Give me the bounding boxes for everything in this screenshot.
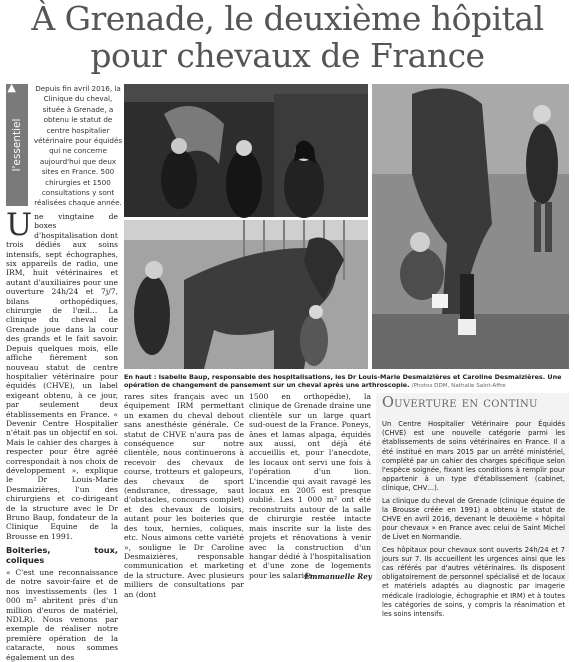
article-col3-text: 1500 en orthopédie), la clinique de Grenade draine une clientèle sur un large quart sud-ouest de la France. Poneys, ânes et lamas alpaga, équidés aux aussi, ont déjà été accueillis et, pour l'anecdote, les locaux ont servi une fois à l'opération d'un lion. L'incendie qui avait ravagé les locaux en 2005 est presque oublié. Les 1 000 m² ont été reconstruits autour de la salle de chirurgie restée intacte mais inscrite sur la liste des projets et rénovations à venir avec la construction d'un hangar dédié à l'hospitalisation et d'une zone de logements pour les salariés.	[249, 392, 371, 580]
photo-horse-in-stall	[124, 220, 368, 369]
sidebar-box-p1: Un Centre Hospitalier Vétérinaire pour Équidés (CHVE) est une nouvelle catégorie parmi les établissements de soins vétérinaires en France. Il a été institué en mars 2015 par un arrêté ministériel, complété par un cahier des charges spécifique selon l'espèce soignée, fixant les conditions à remplir pour appartenir à un type d'établissement (cabinet, clinique, CHV…).	[382, 420, 565, 493]
headline-line-2: pour chevaux de France	[90, 36, 485, 75]
sidebar-box	[376, 393, 569, 619]
article-subhead: Boiteries, toux, coliques	[6, 545, 118, 565]
caption-credit: /Photos DDM, Nathalie Saint-Affre	[411, 383, 506, 390]
sidebar-box-title: Ouverture en continu	[382, 395, 538, 411]
article-signature: Emmanuelle Rey	[304, 572, 372, 581]
article-col2-text: rares sites français avec un équipement IRM permettant un examen du cheval debout sans anesthésie générale. Ce statut de CHVE n'aura pas de conséquence sur notre clientèle, nous continuerons à recevoir des chevaux de course, trotteurs et galopeurs, des chevaux de sport (endurance, dressage, saut d'obstacles, concours complet) et des chevaux de loisirs, autant pour les boiteries que des toux, hernies, coliques, etc. Nous aimons cette variété », souligne le Dr Caroline Desmaizières, responsable communication et marketing de la structure. Avec plusieurs milliers de consultations par an (dont	[124, 392, 244, 599]
photo-staff-with-horse	[124, 84, 368, 217]
headline-line-1: À Grenade, le deuxième hôpital	[31, 0, 544, 38]
sidebar-box-body	[382, 420, 565, 619]
sidebar-box-p3: Ces hôpitaux pour chevaux sont ouverts 24h/24 et 7 jours sur 7. Ils accueillent les urgences ainsi que les cas référés par d'autres vétérinaires. Ils disposent obligatoirement de personnel spécialisé et de locaux et matériels adaptés au diagnostic par imagerie médicale (radiologie, échographie et IRM) et à toutes les catégories de soins, y compris la réanimation et les soins intensifs.	[382, 545, 565, 619]
bullet-icon: ▶	[4, 83, 18, 93]
article-col1-text: ne vingtaine de boxes d'hospitalisation dont trois dédiés aux soins intensifs, sept échographes, six appareils de radio, une IRM, huit vétérinaires et autant d'auxiliaires pour une ouverture 24h/24 et 7j/7, bilans orthopédiques, chirurgie de l'œil… La clinique du cheval de Grenade joue dans la cour des grands et le fait savoir. Depuis quelques mois, elle affiche fièrement son nouveau statut de centre hospitalier vétérinaire pour équidés (CHVE), un label exigeant obtenu, à ce jour, par seulement deux établissements en France. « Devenir Centre Hospitalier n'était pas un objectif en soi. Mais le cahier des charges à respecter pour être agréé correspondait à nos choix de développement », explique le Dr Louis-Marie Desmaizières, l'un des chirurgiens et co-dirigeant de la structure avec le Dr Bruno Baup, fondateur de la Clinique Equine de la Brousse en 1991.	[6, 212, 118, 541]
photo-bandage-change	[372, 84, 569, 369]
article-column-1	[6, 207, 118, 662]
essentiel-tab	[6, 84, 28, 206]
sidebar-box-p2: La clinique du cheval de Grenade (clinique équine de la Brousse créée en 1991) a obtenu le statut de CHVE en avril 2016, devenant le deuxième « hôpital pour chevaux » en France avec celui de Saint Michel de Livet en Normandie.	[382, 496, 565, 542]
caption-text: En haut : Isabelle Baup, responsable des hospitalisations, les Dr Louis-Marie Desmaizières et Caroline Desmaizières. Une opération de changement de pansement sur un cheval après une arthroscopie.	[124, 373, 562, 390]
essentiel-summary: Depuis fin avril 2016, la Clinique du cheval, située à Grenade, a obtenu le statut de centre hospitalier vétérinaire pour équidés qui ne concerne aujourd'hui que deux sites en France. 500 chirurgies et 1500 consultations y sont réalisées chaque année.	[33, 84, 123, 208]
photo-caption	[124, 373, 569, 390]
headline	[0, 0, 575, 80]
drop-cap: U	[6, 207, 33, 243]
article-col1-text-2: « C'est une reconnaissance de notre savoir-faire et de nos investissements (les 1 000 m² abritent près d'un million d'euros de matériel, NDLR). Nous venons par exemple de réaliser notre première opération de la cataracte, nous sommes également un des	[6, 568, 118, 662]
essentiel-tab-label: l'essentiel	[11, 118, 23, 172]
article-column-2	[124, 392, 244, 599]
